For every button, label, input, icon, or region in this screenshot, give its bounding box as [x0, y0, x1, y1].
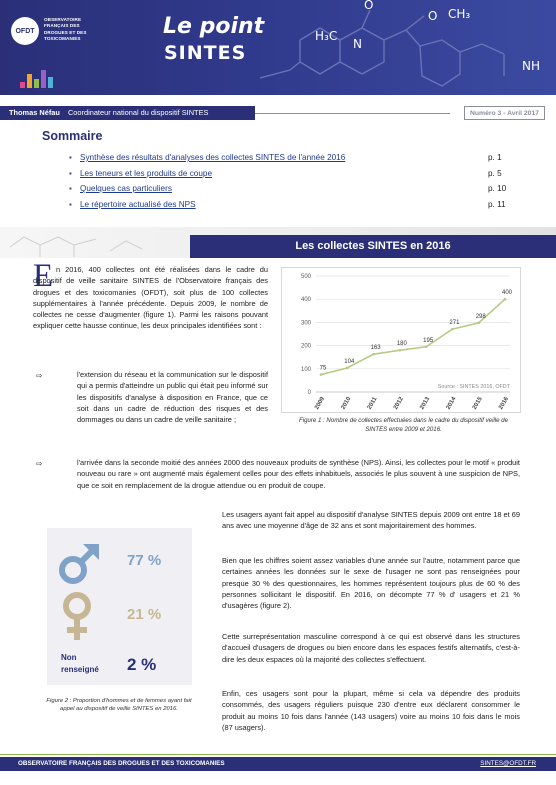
logo-line: OBSERVATOIRE [44, 17, 82, 22]
unknown-percentage: 2 % [127, 655, 157, 674]
divider [255, 113, 450, 114]
bullet-text: l'arrivée dans la seconde moitié des années 2000 des nouveaux produits de synthèse (NPS). Ainsi, les collectes pour le motif « produit nouveau ou rare » ont augmenté mais également celles pour des effets inhabituels, associés le plus souvent à une suspicion de NPS, que ce soit en remplacement de la drogue attendue ou en produit de coupe. [77, 458, 520, 490]
figure-1-caption: Figure 1 : Nombre de collectes effectuées dans le cadre du dispositif veille de SINTES entre 2009 et 2016. [299, 417, 508, 433]
body-paragraph: Bien que les chiffres soient assez variables d'une année sur l'autre, notamment parce que certaines années les données sur le sexe de l'usager ne sont pas renseignées pour presque 30 % des questionnaires, les hommes représentent toujours plus de 60 % des personnes sollicitant le dispositif. En 2016, on décompte 77 % d' usagers et 21 % d'usagères (figure 2). [222, 556, 520, 611]
footer-organisation: OBSERVATOIRE FRANÇAIS DES DROGUES ET DES TOXICOMANIES [18, 760, 225, 767]
toc-item[interactable] [80, 153, 515, 169]
male-symbol-icon [57, 542, 101, 586]
toc-item[interactable] [80, 200, 515, 216]
author-bar [0, 106, 556, 120]
ofdt-logo [11, 11, 95, 59]
toc-page: p. 10 [488, 184, 507, 193]
section-title: Les collectes SINTES en 2016 [190, 235, 556, 258]
data-label: 75 [319, 365, 327, 372]
page-bottom-margin [0, 771, 556, 785]
x-tick-label: 2009 [314, 396, 327, 411]
data-point [346, 367, 349, 370]
y-tick-label: 200 [300, 343, 311, 350]
bar-decoration [48, 77, 53, 88]
page-footer [0, 757, 556, 771]
x-tick-label: 2014 [445, 396, 458, 411]
logo-mark: OFDT [11, 17, 39, 45]
molecule-watermark [0, 227, 190, 258]
author-info [0, 106, 255, 120]
data-point [320, 373, 323, 376]
logo-text [44, 17, 104, 43]
x-tick-label: 2013 [419, 396, 432, 411]
toc-link[interactable]: Quelques cas particuliers [80, 184, 172, 193]
footer-divider [0, 754, 556, 755]
page-header [0, 0, 556, 95]
data-label: 180 [396, 341, 407, 348]
y-tick-label: 300 [300, 320, 311, 327]
x-tick-label: 2012 [393, 396, 405, 411]
footer-email-link[interactable]: SINTES@OFDT.FR [480, 760, 536, 767]
data-label: 271 [449, 320, 460, 327]
figure-2-caption: Figure 2 : Proportion d'hommes et de femmes ayant fait appel au dispositif de veille SINTES en 2016. [46, 698, 192, 713]
molecule-label: H₃C [315, 29, 338, 43]
data-point [372, 353, 375, 356]
section-banner [0, 227, 556, 258]
bullet-text: l'extension du réseau et la communication sur le dispositif qui a permis d'atteindre un public qui était peu informé sur les dispositifs d'analyse à disposition en France, que ce soit dans un cadre de réduction des risques et des dommages ou dans un cadre de veille sanitaire ; [77, 370, 268, 425]
logo-line: TOXICOMANIES [44, 36, 81, 42]
author-name: Thomas Néfau [9, 108, 60, 117]
logo-bars-decoration [20, 68, 60, 88]
molecule-label: NH [522, 59, 540, 73]
molecule-label: O [364, 0, 374, 12]
chart-source: Source : SINTES 2016, OFDT [437, 384, 510, 390]
unknown-label-line: renseigné [61, 665, 99, 674]
x-tick-label: 2016 [498, 396, 511, 411]
toc-link[interactable]: Les teneurs et les produits de coupe [80, 168, 212, 178]
data-label: 163 [370, 345, 381, 352]
intro-paragraph: n 2016, 400 collectes ont été réalisées dans le cadre du dispositif de veille sanitaire SINTES de l'Observatoire français des drogues et des toxicomanies (OFDT), soit plus de 100 collectes supplémentaires à l'année précédente. Depuis 2009, le nombre de collectes ne cesse d'augmenter (figure 1). Parmi les raisons pouvant expliquer cette hausse continue, les deux principales identifiées sont : [33, 265, 268, 331]
molecule-label: O [428, 9, 438, 23]
publication-title: Le point [163, 14, 265, 39]
toc-item[interactable] [80, 169, 515, 185]
y-tick-label: 100 [300, 366, 311, 373]
toc-link[interactable]: Synthèse des résultats d'analyses des collectes SINTES de l'année 2016 [80, 153, 346, 162]
data-label: 400 [501, 290, 513, 297]
bar-decoration [34, 79, 39, 88]
unknown-label [61, 652, 99, 676]
data-point [425, 345, 428, 348]
molecule-label: CH₃ [448, 7, 471, 21]
table-of-contents [80, 153, 515, 215]
molecule-illustration [260, 0, 556, 95]
chart-container [281, 267, 521, 413]
data-point [504, 298, 507, 301]
bar-decoration [20, 82, 25, 88]
issue-number: Numéro 3 - Avril 2017 [464, 106, 545, 120]
data-label: 104 [344, 358, 355, 365]
data-point [451, 328, 454, 331]
data-label: 298 [475, 313, 486, 320]
toc-page: p. 5 [488, 168, 502, 178]
publication-subtitle: SINTES [164, 42, 247, 64]
bar-decoration [27, 74, 32, 88]
logo-line: FRANÇAIS DES [44, 23, 80, 29]
body-paragraph: Les usagers ayant fait appel au dispositif d'analyse SINTES depuis 2009 ont entre 18 et 69 ans avec une moyenne d'âge de 32 ans et sont majoritairement des hommes. [222, 510, 520, 531]
female-symbol-icon [59, 590, 95, 642]
toc-page: p. 11 [488, 199, 506, 209]
toc-item[interactable] [80, 184, 515, 200]
male-percentage: 77 % [127, 552, 162, 569]
data-point [399, 349, 402, 352]
x-tick-label: 2015 [471, 396, 484, 411]
body-paragraph: Cette surreprésentation masculine correspond à ce qui est observé dans les structures d'accueil d'usagers de drogues ou bien encore dans les espaces festifs alternatifs, c'est-à-dire les deux espaces où la majorité des collectes s'effectuent. [222, 632, 520, 664]
logo-line: DROGUES ET DES [44, 29, 87, 35]
data-label: 195 [423, 337, 434, 344]
line-chart [282, 268, 522, 414]
x-tick-label: 2010 [340, 396, 353, 411]
drop-cap: E [33, 258, 54, 294]
x-tick-label: 2011 [366, 396, 379, 411]
bar-decoration [41, 70, 46, 88]
bullet-arrow-icon: ⇨ [36, 459, 43, 468]
female-percentage: 21 % [127, 606, 162, 623]
gender-infographic [47, 528, 192, 685]
body-paragraph: Enfin, ces usagers sont pour la plupart, même si cela va dépendre des produits consommés, des usagers réguliers puisque 230 d'entre eux déclarent consommer le produit au moins 10 fois dans l'année (143 usagers) voire au moins 10 fois dans le mois (87 usagers). [222, 689, 520, 732]
bullet-arrow-icon: ⇨ [36, 371, 43, 380]
toc-page: p. 1 [488, 153, 502, 162]
toc-title: Sommaire [42, 129, 103, 143]
unknown-label-line: Non [61, 653, 77, 662]
author-role: Coordinateur national du dispositif SINTES [67, 108, 209, 117]
y-tick-label: 400 [300, 297, 311, 304]
molecule-label: N [353, 37, 362, 51]
y-tick-label: 0 [307, 390, 311, 396]
data-point [477, 322, 480, 325]
y-tick-label: 500 [300, 274, 311, 280]
toc-link[interactable]: Le répertoire actualisé des NPS [80, 199, 196, 209]
